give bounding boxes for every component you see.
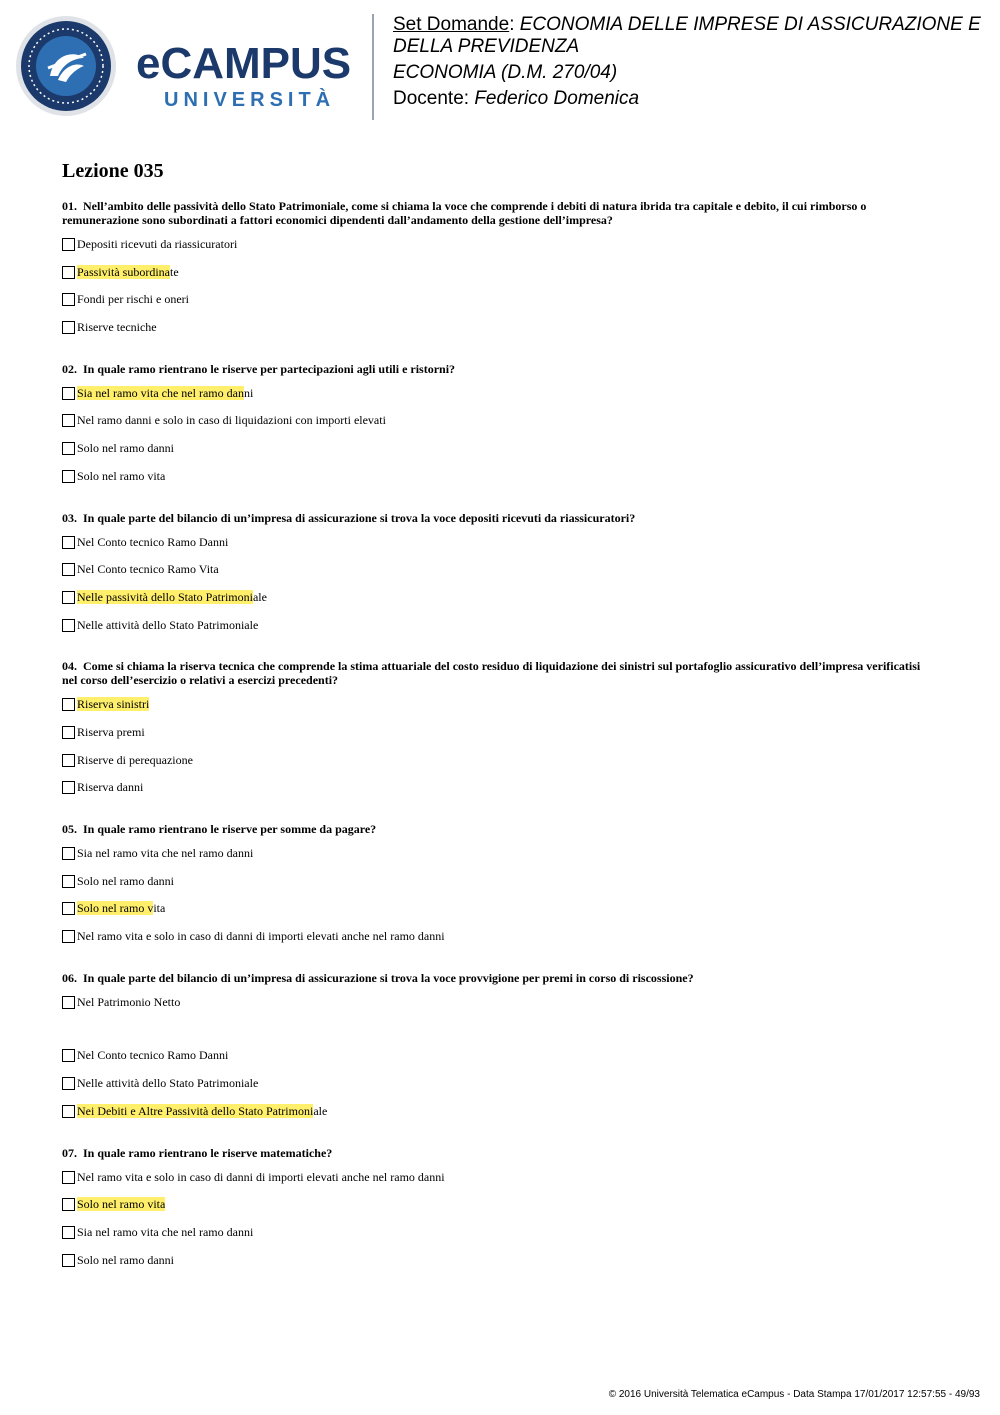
question-text bbox=[62, 362, 922, 376]
question-number: 05. bbox=[62, 822, 77, 836]
header-info bbox=[393, 14, 993, 110]
answer-label bbox=[77, 618, 258, 633]
set-title bbox=[393, 14, 993, 36]
answer-label bbox=[77, 590, 267, 605]
question-number: 01. bbox=[62, 199, 77, 213]
answer-option[interactable] bbox=[62, 292, 922, 320]
answer-option[interactable] bbox=[62, 1048, 922, 1076]
answer-option[interactable] bbox=[62, 590, 922, 618]
answer-checkbox[interactable] bbox=[62, 726, 75, 739]
question-number: 04. bbox=[62, 659, 77, 674]
question-list bbox=[62, 199, 922, 1280]
answer-checkbox[interactable] bbox=[62, 387, 75, 400]
answer-text: Solo nel ramo danni bbox=[77, 1252, 174, 1267]
answer-text: Solo nel ramo danni bbox=[77, 441, 174, 456]
answer-text: Nel ramo vita e solo in caso di danni di importi elevati anche nel ramo danni bbox=[77, 1169, 445, 1184]
answer-text: ale bbox=[252, 589, 267, 604]
answer-label bbox=[77, 535, 228, 550]
answer-checkbox[interactable] bbox=[62, 238, 75, 251]
answer-label bbox=[77, 292, 189, 307]
teacher-name: Federico Domenica bbox=[474, 88, 640, 109]
answer-checkbox[interactable] bbox=[62, 698, 75, 711]
brand-name: eCAMPUS bbox=[136, 39, 352, 88]
answer-option[interactable] bbox=[62, 1076, 922, 1104]
answer-text: Nel Patrimonio Netto bbox=[77, 994, 181, 1009]
answer-highlight: Riserva sinistri bbox=[77, 697, 150, 712]
answer-highlight: Solo nel ramo vita bbox=[77, 1197, 166, 1212]
question-6 bbox=[62, 971, 922, 1132]
page-footer: © 2016 Università Telematica eCampus - Data Stampa 17/01/2017 12:57:55 - 49/93 bbox=[608, 1389, 980, 1400]
answer-text: Nel Conto tecnico Ramo Vita bbox=[77, 562, 219, 577]
answer-checkbox[interactable] bbox=[62, 536, 75, 549]
answer-text: te bbox=[170, 264, 179, 279]
question-body: In quale ramo rientrano le riserve per somme da pagare? bbox=[83, 822, 377, 836]
answer-option[interactable] bbox=[62, 753, 922, 781]
answer-text: Sia nel ramo vita che nel ramo danni bbox=[77, 846, 254, 860]
answer-label bbox=[77, 1076, 258, 1091]
question-5 bbox=[62, 822, 922, 957]
answer-label bbox=[77, 386, 253, 401]
answer-option[interactable] bbox=[62, 1104, 922, 1132]
question-body: Nell’ambito delle passività dello Stato Patrimoniale, come si chiama la voce che comprende i debiti di natura ibrida tra capitale e debito, il cui rimborso o remunerazione sono subordinati a fattori economici dipendenti dall’andamento della gestione dell’impresa? bbox=[62, 199, 867, 227]
answer-checkbox[interactable] bbox=[62, 470, 75, 483]
answer-checkbox[interactable] bbox=[62, 1105, 75, 1118]
answer-label bbox=[77, 929, 445, 944]
question-number: 03. bbox=[62, 510, 77, 525]
answer-text: ale bbox=[313, 1103, 328, 1118]
answer-text: Nel ramo danni e solo in caso di liquidazioni con importi elevati bbox=[77, 413, 386, 428]
answer-label bbox=[77, 441, 174, 456]
answer-option[interactable] bbox=[62, 237, 922, 265]
set-title-line2: DELLA PREVIDENZA bbox=[393, 36, 580, 57]
answer-text: Nel Conto tecnico Ramo Danni bbox=[77, 1048, 229, 1063]
answer-highlight: Passività subordina bbox=[77, 264, 170, 279]
answer-checkbox[interactable] bbox=[62, 1049, 75, 1062]
set-label: Set Domande bbox=[393, 14, 510, 35]
answer-highlight: Solo nel ramo v bbox=[77, 901, 154, 916]
answer-option[interactable] bbox=[62, 618, 922, 646]
answer-label bbox=[77, 1197, 165, 1212]
answer-label bbox=[77, 874, 174, 889]
question-text bbox=[62, 822, 922, 836]
question-body: In quale ramo rientrano le riserve per partecipazioni agli utili e ristorni? bbox=[83, 361, 456, 376]
answer-label bbox=[77, 1048, 228, 1063]
answer-option[interactable] bbox=[62, 1170, 922, 1198]
answer-label bbox=[77, 469, 165, 484]
set-title-line1: ECONOMIA DELLE IMPRESE DI ASSICURAZIONE E bbox=[519, 14, 981, 35]
question-body: In quale parte del bilancio di un’impresa di assicurazione si trova la voce depositi ricevuti da riassicuratori? bbox=[83, 510, 636, 525]
answer-text: Riserva premi bbox=[77, 724, 145, 739]
answer-text: Riserve di perequazione bbox=[77, 752, 193, 767]
answer-label bbox=[77, 901, 165, 916]
answer-checkbox[interactable] bbox=[62, 619, 75, 632]
question-text bbox=[62, 511, 922, 525]
course-name: ECONOMIA (D.M. 270/04) bbox=[393, 62, 618, 83]
answer-checkbox[interactable] bbox=[62, 847, 75, 860]
answer-text: Nelle attività dello Stato Patrimoniale bbox=[77, 1076, 259, 1091]
answer-text: ita bbox=[153, 901, 166, 916]
answer-label bbox=[77, 995, 180, 1010]
teacher bbox=[393, 88, 993, 110]
answer-checkbox[interactable] bbox=[62, 293, 75, 306]
brand-subtitle: UNIVERSITÀ bbox=[164, 89, 336, 111]
answer-text: Sia nel ramo vita che nel ramo danni bbox=[77, 1224, 254, 1239]
answer-option[interactable] bbox=[62, 697, 922, 725]
answer-checkbox[interactable] bbox=[62, 266, 75, 279]
question-text bbox=[62, 1146, 922, 1160]
question-text bbox=[62, 971, 922, 985]
answer-label bbox=[77, 1225, 253, 1240]
answer-text: Solo nel ramo danni bbox=[77, 873, 174, 888]
answer-label bbox=[77, 697, 149, 712]
answer-checkbox[interactable] bbox=[62, 321, 75, 334]
answer-option[interactable] bbox=[62, 413, 922, 441]
answer-checkbox[interactable] bbox=[62, 591, 75, 604]
question-number: 07. bbox=[62, 1145, 77, 1160]
answer-checkbox[interactable] bbox=[62, 930, 75, 943]
answer-option[interactable] bbox=[62, 846, 922, 874]
answer-highlight: Sia nel ramo vita che nel ramo dan bbox=[77, 385, 244, 400]
answer-option[interactable] bbox=[62, 725, 922, 753]
answer-checkbox[interactable] bbox=[62, 754, 75, 767]
answer-checkbox[interactable] bbox=[62, 1077, 75, 1090]
answer-option[interactable] bbox=[62, 441, 922, 469]
answer-text: Nel Conto tecnico Ramo Danni bbox=[77, 534, 229, 549]
answer-label bbox=[77, 1104, 327, 1119]
answer-text: Riserva danni bbox=[77, 780, 144, 795]
set-separator: : bbox=[509, 14, 515, 35]
answer-option[interactable] bbox=[62, 780, 922, 808]
header-divider bbox=[372, 14, 374, 120]
answer-checkbox[interactable] bbox=[62, 1171, 75, 1184]
answer-label bbox=[77, 265, 179, 280]
answer-text: Solo nel ramo vita bbox=[77, 468, 166, 483]
answer-option[interactable] bbox=[62, 386, 922, 414]
question-body: In quale parte del bilancio di un’impresa di assicurazione si trova la voce provvigione per premi in corso di riscossione? bbox=[83, 970, 694, 985]
question-3 bbox=[62, 511, 922, 646]
answer-option[interactable] bbox=[62, 469, 922, 497]
answer-checkbox[interactable] bbox=[62, 1226, 75, 1239]
answer-option[interactable] bbox=[62, 320, 922, 348]
answer-label bbox=[77, 1253, 174, 1268]
answer-label bbox=[77, 320, 157, 335]
answer-label bbox=[77, 562, 219, 577]
question-number: 02. bbox=[62, 361, 77, 376]
answer-text: Nel ramo vita e solo in caso di danni di importi elevati anche nel ramo danni bbox=[77, 929, 445, 944]
answer-checkbox[interactable] bbox=[62, 563, 75, 576]
ecampus-logo bbox=[14, 14, 359, 119]
answer-option[interactable] bbox=[62, 929, 922, 957]
answer-checkbox[interactable] bbox=[62, 1198, 75, 1211]
question-text bbox=[62, 659, 922, 687]
question-7 bbox=[62, 1146, 922, 1281]
answer-checkbox[interactable] bbox=[62, 902, 75, 915]
question-body: Come si chiama la riserva tecnica che comprende la stima attuariale del costo residuo di liquidazione dei sinistri sul portafoglio assicurativo dell’impresa verificatisi nel corso dell’esercizio o relativi a esercizi precedenti? bbox=[62, 659, 921, 688]
answer-option[interactable] bbox=[62, 1225, 922, 1253]
page-header bbox=[0, 0, 1000, 130]
answer-option[interactable] bbox=[62, 874, 922, 902]
question-number: 06. bbox=[62, 970, 77, 985]
answer-option[interactable] bbox=[62, 562, 922, 590]
question-4 bbox=[62, 659, 922, 808]
answer-text: Depositi ricevuti da riassicuratori bbox=[77, 237, 238, 251]
answer-checkbox[interactable] bbox=[62, 781, 75, 794]
question-body: In quale ramo rientrano le riserve matematiche? bbox=[83, 1145, 333, 1160]
answer-label bbox=[77, 846, 253, 861]
lesson-title: Lezione 035 bbox=[62, 160, 164, 182]
answer-option[interactable] bbox=[62, 901, 922, 929]
answer-option[interactable] bbox=[62, 1197, 922, 1225]
question-set bbox=[62, 160, 922, 1294]
answer-checkbox[interactable] bbox=[62, 442, 75, 455]
answer-label bbox=[77, 1170, 445, 1185]
answer-checkbox[interactable] bbox=[62, 875, 75, 888]
answer-option[interactable] bbox=[62, 535, 922, 563]
answer-option[interactable] bbox=[62, 995, 922, 1023]
answer-text: Riserve tecniche bbox=[77, 320, 157, 335]
answer-option[interactable] bbox=[62, 1253, 922, 1281]
answer-label bbox=[77, 725, 145, 740]
answer-label bbox=[77, 780, 143, 795]
answer-text: ni bbox=[243, 385, 254, 400]
answer-option[interactable] bbox=[62, 265, 922, 293]
answer-checkbox[interactable] bbox=[62, 996, 75, 1009]
question-text bbox=[62, 199, 922, 227]
university-seal-icon bbox=[14, 14, 118, 118]
answer-label bbox=[77, 237, 237, 252]
teacher-label: Docente: bbox=[393, 88, 475, 109]
answer-checkbox[interactable] bbox=[62, 1254, 75, 1267]
answer-checkbox[interactable] bbox=[62, 414, 75, 427]
answer-text: Fondi per rischi e oneri bbox=[77, 292, 189, 307]
answer-highlight: Nelle passività dello Stato Patrimoni bbox=[77, 589, 253, 604]
answer-label bbox=[77, 413, 386, 428]
question-2 bbox=[62, 362, 922, 497]
answer-highlight: Nei Debiti e Altre Passività dello Stato Patrimoni bbox=[77, 1103, 314, 1118]
question-1 bbox=[62, 199, 922, 348]
answer-label bbox=[77, 753, 193, 768]
answer-text: Nelle attività dello Stato Patrimoniale bbox=[77, 617, 259, 632]
